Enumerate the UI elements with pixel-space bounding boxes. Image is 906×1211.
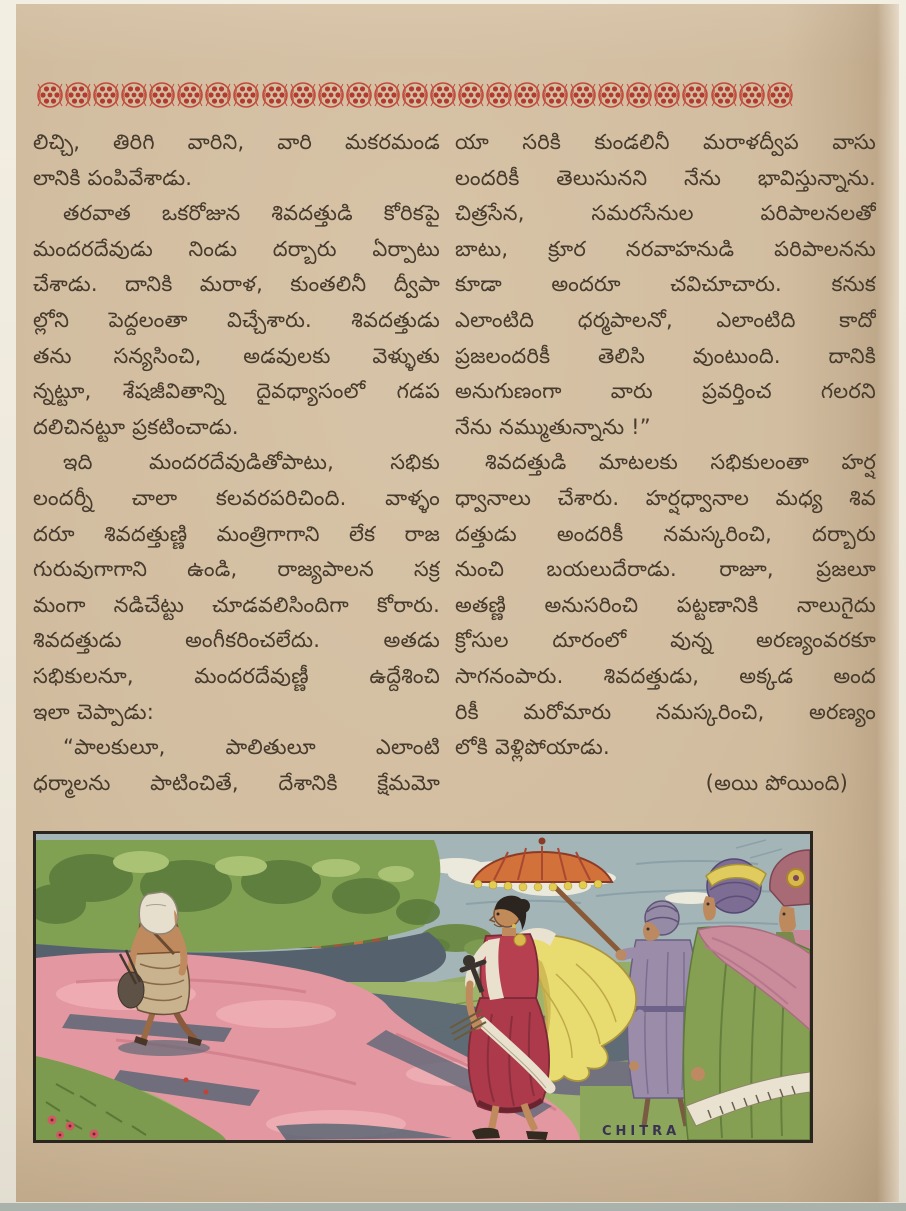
text-line: ల్లోని పెద్దలంతా విచ్చేశారు. శివదత్తుడు xyxy=(33,307,440,332)
text-line: (అయి పోయింది) xyxy=(705,770,848,795)
text-line: మందరదేవుడు నిండు దర్బారు ఏర్పాటు xyxy=(33,236,440,261)
rosette-ornament-icon xyxy=(120,80,148,110)
rosette-ornament-icon xyxy=(36,80,64,110)
text-line: క్రోసుల దూరంలో వున్న అరణ్యంవరకూ xyxy=(455,628,876,653)
text-line: మంగా నడిచేట్టు చూడవలిసిందిగా కోరారు. xyxy=(33,592,440,617)
text-line: లిచ్చి, తిరిగి వారిని, వారి మకరమండ xyxy=(33,130,440,154)
paper-page xyxy=(16,4,899,1202)
rosette-ornament-icon xyxy=(653,80,681,110)
text-line: లోకి వెళ్లిపోయాడు. xyxy=(455,735,610,760)
rosette-ornament-icon xyxy=(766,80,794,110)
text-line: నేను నమ్ముతున్నాను !” xyxy=(455,414,651,439)
text-line: యా సరికి కుండలినీ మరాళద్వీప వాసు xyxy=(455,130,876,154)
rosette-ornament-icon xyxy=(738,80,766,110)
text-line: చేశాడు. దానికి మరాళ, కుంతలినీ ద్వీపా xyxy=(33,272,440,297)
text-line: తరవాత ఒకరోజున శివదత్తుడి కోరికపై xyxy=(63,201,440,226)
text-line: సాగనంపారు. శివదత్తుడు, అక్కడ అంద xyxy=(455,663,876,688)
rosette-ornament-icon xyxy=(232,80,260,110)
rosette-ornament-icon xyxy=(176,80,204,110)
text-line: అనుగుణంగా వారు ప్రవర్తించ గలరని xyxy=(455,379,876,404)
text-line: ఎలాంటిది ధర్మపాలనో, ఎలాంటిది కాదో xyxy=(455,307,876,332)
text-line: గురువుగాగాని ఉండి, రాజ్యపాలన సక్ర xyxy=(33,557,440,582)
rosette-ornament-icon xyxy=(485,80,513,110)
text-line: ఇది మందరదేవుడితోపాటు, సభికు xyxy=(63,450,440,475)
rosette-ornament-icon xyxy=(148,80,176,110)
rosette-ornament-icon xyxy=(457,80,485,110)
rosette-ornament-icon xyxy=(401,80,429,110)
rosette-ornament-icon xyxy=(64,80,92,110)
text-line: నుంచి బయలుదేరాడు. రాజూ, ప్రజలూ xyxy=(455,557,876,582)
text-line: తను సన్యసించి, అడవులకు వెళ్ళుతు xyxy=(33,343,440,368)
decorative-top-border xyxy=(36,79,794,111)
rosette-ornament-icon xyxy=(289,80,317,110)
scan-bottom-shadow xyxy=(0,1203,906,1211)
text-line: శివదత్తుడి మాటలకు సభికులంతా హర్ష xyxy=(485,450,876,475)
rosette-ornament-icon xyxy=(513,80,541,110)
rosette-ornament-icon xyxy=(261,80,289,110)
rosette-ornament-icon xyxy=(92,80,120,110)
text-line: దలిచినట్టూ ప్రకటించాడు. xyxy=(33,414,239,439)
text-line: దరూ శివదత్తుణ్ణి మంత్రిగాగాని లేక రాజ xyxy=(33,521,440,546)
text-line: “పాలకులూ, పాలితులూ ఎలాంటి xyxy=(63,735,440,760)
rosette-ornament-icon xyxy=(597,80,625,110)
rosette-ornament-icon xyxy=(317,80,345,110)
text-line: దత్తుడు అందరికీ నమస్కరించి, దర్బారు xyxy=(455,521,876,546)
text-line: రికీ మరోమారు నమస్కరించి, అరణ్యం xyxy=(455,699,876,724)
text-line: చిత్రసేన, సమరసేనుల పరిపాలనలతో xyxy=(455,201,876,226)
text-line: అతణ్ణి అనుసరించి పట్టణానికి నాలుగైదు xyxy=(455,592,876,617)
rosette-ornament-icon xyxy=(681,80,709,110)
text-line: ప్రజలందరికీ తెలిసి వుంటుంది. దానికి xyxy=(455,343,876,368)
rosette-ornament-icon xyxy=(541,80,569,110)
artist-signature: CHITRA xyxy=(602,1124,681,1139)
text-line: లందర్నీ చాలా కలవరపరిచింది. వాళ్ళం xyxy=(33,485,440,510)
rosette-ornament-icon xyxy=(204,80,232,110)
text-line: కూడా అందరూ చవిచూచారు. కనుక xyxy=(455,272,876,297)
rosette-ornament-icon xyxy=(345,80,373,110)
text-line: ఇలా చెప్పాడు: xyxy=(33,699,154,724)
text-line: ధర్మాలను పాటించితే, దేశానికి క్షేమమో xyxy=(33,770,440,795)
text-column-left xyxy=(33,125,440,801)
rosette-ornament-icon xyxy=(429,80,457,110)
story-illustration xyxy=(33,831,813,1143)
rosette-ornament-icon xyxy=(569,80,597,110)
text-line: లందరికీ తెలుసునని నేను భావిస్తున్నాను. xyxy=(455,165,876,190)
text-line: సభికులనూ, మందరదేవుణ్ణీ ఉద్దేశించి xyxy=(33,663,440,688)
rosette-ornament-icon xyxy=(710,80,738,110)
text-line: లానికి పంపివేశాడు. xyxy=(33,165,193,190)
text-line: బాటు, క్రూర నరవాహనుడి పరిపాలనను xyxy=(455,236,876,261)
text-line: శివదత్తుడు అంగీకరించలేదు. అతడు xyxy=(33,628,440,653)
text-line: ధ్వానాలు చేశారు. హర్షధ్వానాల మధ్య శివ xyxy=(455,485,876,510)
rosette-ornament-icon xyxy=(625,80,653,110)
rosette-ornament-icon xyxy=(373,80,401,110)
text-line: న్నట్టూ, శేషజీవితాన్ని దైవధ్యాసంలో గడప xyxy=(33,379,440,404)
text-column-right xyxy=(455,125,876,801)
